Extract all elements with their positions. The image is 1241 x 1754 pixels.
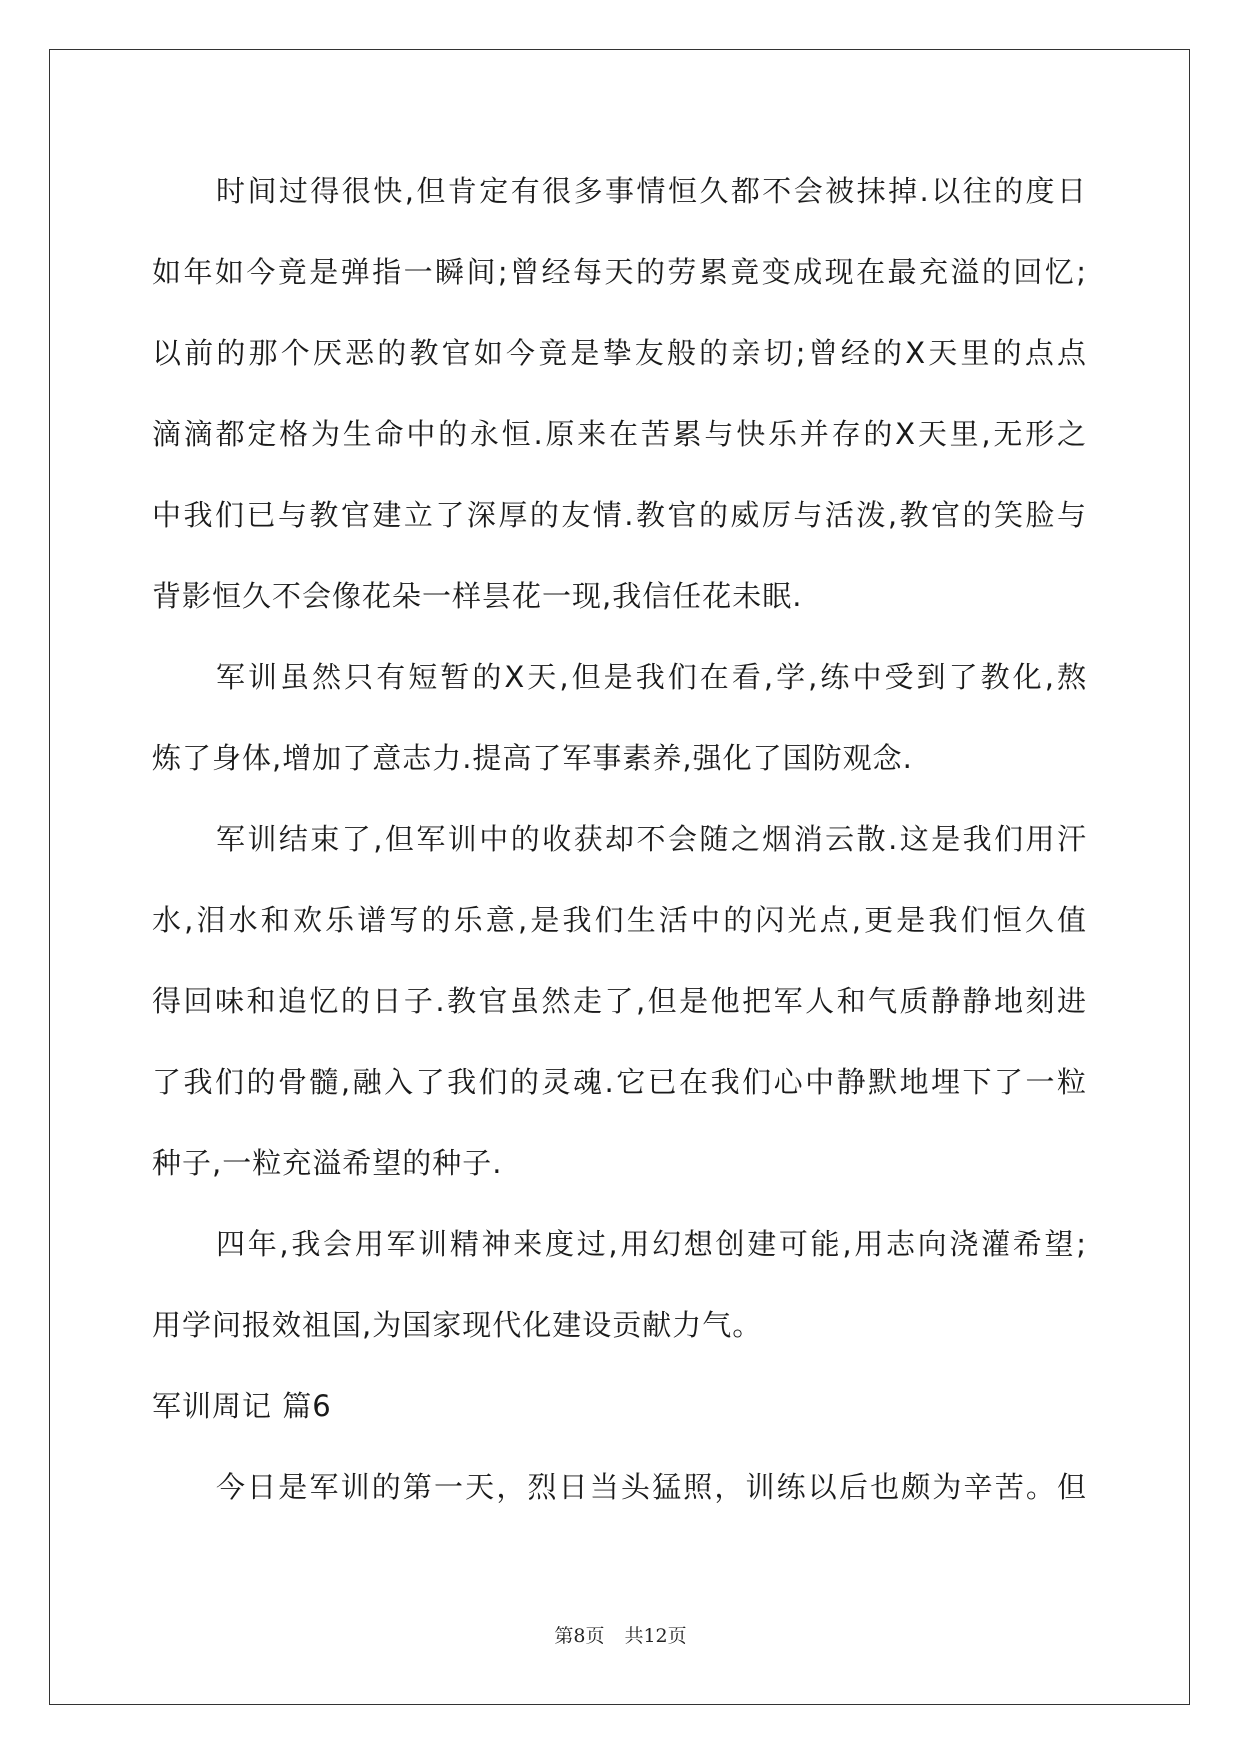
page-footer [0, 1621, 1241, 1648]
paragraph-line: 得回味和追忆的日子.教官虽然走了,但是他把军人和气质静静地刻进 [152, 984, 1087, 1018]
section-heading: 军训周记 篇6 [152, 1389, 332, 1423]
paragraph-line: 背影恒久不会像花朵一样昙花一现,我信任花未眠. [152, 579, 803, 613]
paragraph-line: 军训结束了,但军训中的收获却不会随之烟消云散.这是我们用汗 [216, 822, 1087, 856]
paragraph-line: 今日是军训的第一天，烈日当头猛照，训练以后也颇为辛苦。但 [216, 1470, 1087, 1504]
paragraph-line: 四年,我会用军训精神来度过,用幻想创建可能,用志向浇灌希望; [216, 1227, 1087, 1261]
page-total: 共12页 [624, 1625, 687, 1647]
page-number: 第8页 [554, 1625, 605, 1647]
paragraph-line: 以前的那个厌恶的教官如今竟是挚友般的亲切;曾经的X天里的点点 [152, 336, 1087, 370]
paragraph-line: 军训虽然只有短暂的X天,但是我们在看,学,练中受到了教化,熬 [216, 660, 1087, 694]
paragraph-line: 炼了身体,增加了意志力.提高了军事素养,强化了国防观念. [152, 741, 913, 775]
paragraph-line: 滴滴都定格为生命中的永恒.原来在苦累与快乐并存的X天里,无形之 [152, 417, 1087, 451]
paragraph-line: 种子,一粒充溢希望的种子. [152, 1146, 503, 1180]
paragraph-line: 水,泪水和欢乐谱写的乐意,是我们生活中的闪光点,更是我们恒久值 [152, 903, 1087, 937]
paragraph-line: 中我们已与教官建立了深厚的友情.教官的威厉与活泼,教官的笑脸与 [152, 498, 1087, 532]
paragraph-line: 了我们的骨髓,融入了我们的灵魂.它已在我们心中静默地埋下了一粒 [152, 1065, 1087, 1099]
document-body [152, 163, 1087, 1540]
paragraph-line: 用学问报效祖国,为国家现代化建设贡献力气。 [152, 1308, 763, 1342]
paragraph-line: 时间过得很快,但肯定有很多事情恒久都不会被抹掉.以往的度日 [216, 174, 1087, 208]
paragraph-line: 如年如今竟是弹指一瞬间;曾经每天的劳累竟变成现在最充溢的回忆; [152, 255, 1087, 289]
